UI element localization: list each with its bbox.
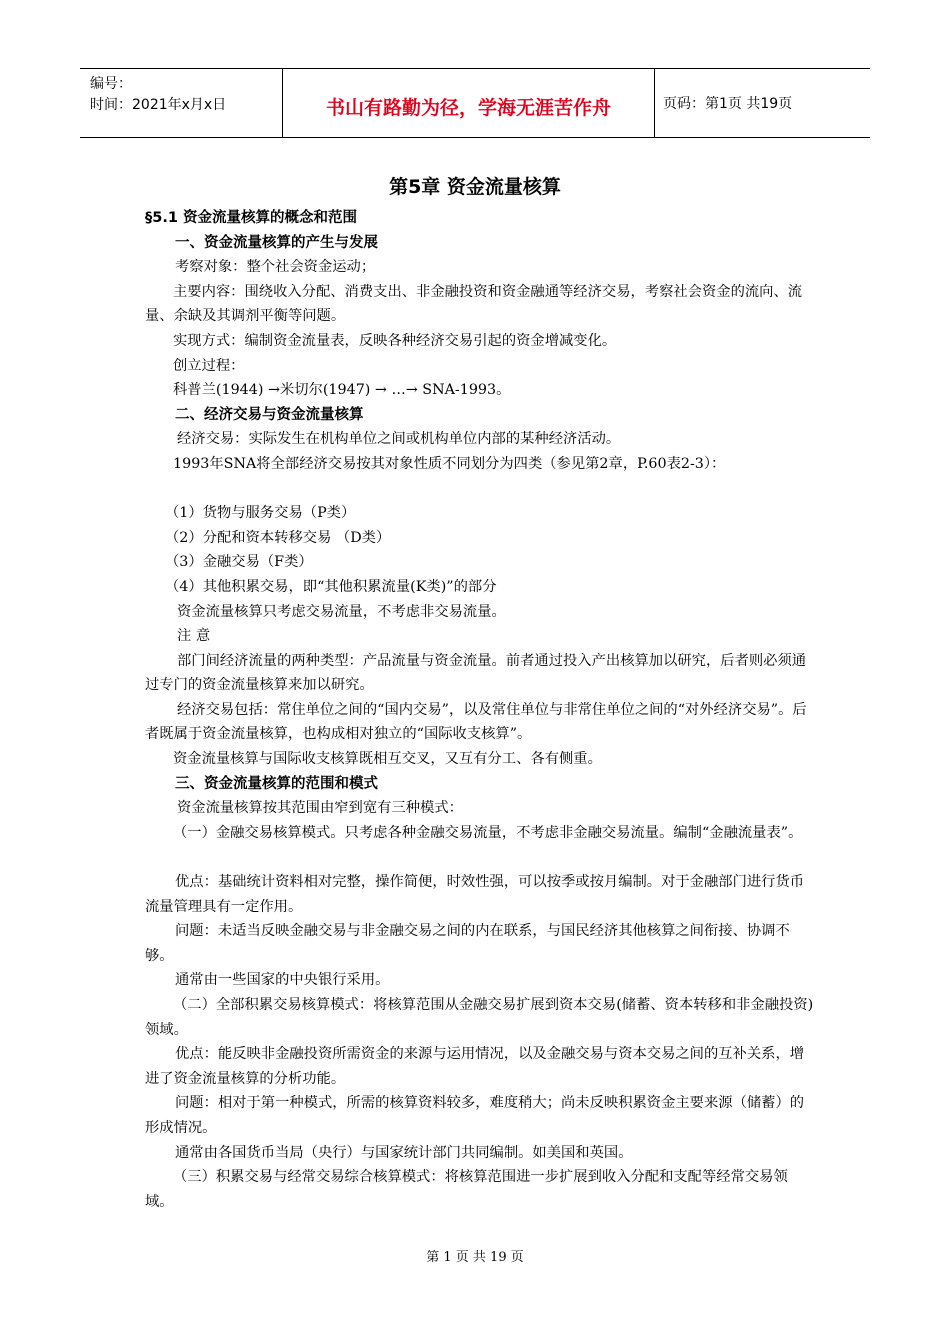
paragraph: 部门间经济流量的两种类型：产品流量与资金流量。前者通过投入产出核算加以研究，后者则必须通过专门的资金流量核算来加以研究。 — [145, 652, 807, 694]
header-page-cell — [655, 69, 870, 137]
paragraph: 注 意 — [177, 628, 211, 645]
paragraph: （二）全部积累交易核算模式：将核算范围从金融交易扩展到资本交易(储蓄、资本转移和非金融投资)领域。 — [145, 997, 814, 1038]
paragraph: 问题：相对于第一种模式，所需的核算资料较多，难度稍大；尚未反映积累资金主要来源（储蓄）的形成情况。 — [145, 1095, 805, 1136]
paragraph: 通常由一些国家的中央银行采用。 — [175, 972, 390, 989]
paragraph: 科普兰(1944) →米切尔(1947) → …→ SNA-1993。 — [173, 382, 511, 399]
paragraph: （一）金融交易核算模式。只考虑各种金融交易流量，不考虑非金融交易流量。编制“金融流量表”。 — [173, 824, 803, 841]
paragraph: （三）积累交易与经常交易综合核算模式：将核算范围进一步扩展到收入分配和支配等经常交易领域。 — [145, 1169, 788, 1210]
paragraph: 优点：能反映非金融投资所需资金的来源与运用情况，以及金融交易与资本交易之间的互补关系，增进了资金流量核算的分析功能。 — [145, 1046, 805, 1087]
page-footer: 第 1 页 共 19 页 — [426, 1250, 524, 1265]
paragraph: （4）其他积累交易，即“其他积累流量(K类)”的部分 — [165, 578, 497, 595]
document-body — [145, 206, 815, 1214]
paragraph: 实现方式：编制资金流量表，反映各种经济交易引起的资金增减变化。 — [173, 332, 617, 349]
section-heading: §5.1 资金流量核算的概念和范围 — [145, 210, 357, 226]
paragraph: （3）金融交易（F类） — [165, 554, 313, 571]
paragraph: 资金流量核算与国际收支核算既相互交叉，又互有分工、各有侧重。 — [173, 751, 602, 768]
paragraph: 主要内容：围绕收入分配、消费支出、非金融投资和资金融通等经济交易，考察社会资金的流向、流量、余缺及其调剂平衡等问题。 — [145, 283, 803, 325]
document-code-label: 编号： — [90, 76, 132, 92]
paragraph: 创立过程： — [173, 357, 245, 374]
paragraph: 资金流量核算只考虑交易流量，不考虑非交易流量。 — [177, 603, 506, 620]
document-header — [80, 68, 870, 138]
section-heading: 一、资金流量核算的产生与发展 — [175, 234, 378, 251]
header-page-info: 页码：第1页 共19页 — [663, 96, 793, 112]
paragraph: 经济交易包括：常住单位之间的“国内交易”，以及常住单位与非常住单位之间的“对外经济交易”。后者既属于资金流量核算，也构成相对独立的“国际收支核算”。 — [145, 701, 807, 743]
paragraph: （1）货物与服务交易（P类） — [165, 505, 356, 522]
document-date: 时间：2021年x月x日 — [90, 97, 227, 113]
header-motto: 书山有路勤为径，学海无涯苦作舟 — [325, 97, 611, 119]
paragraph: 经济交易：实际发生在机构单位之间或机构单位内部的某种经济活动。 — [177, 431, 621, 448]
header-meta-cell — [80, 69, 283, 137]
paragraph: 1993年SNA将全部经济交易按其对象性质不同划分为四类（参见第2章，P.60表2-3）： — [173, 455, 726, 472]
paragraph: 优点：基础统计资料相对完整，操作简便，时效性强，可以按季或按月编制。对于金融部门进行货币流量管理具有一定作用。 — [145, 874, 805, 915]
paragraph: 通常由各国货币当局（央行）与国家统计部门共同编制。如美国和英国。 — [175, 1144, 633, 1161]
paragraph: 问题：未适当反映金融交易与非金融交易之间的内在联系，与国民经济其他核算之间衔接、协调不够。 — [145, 923, 790, 964]
section-heading: 三、资金流量核算的范围和模式 — [175, 775, 378, 792]
chapter-title: 第5章 资金流量核算 — [389, 176, 561, 198]
paragraph: 资金流量核算按其范围由窄到宽有三种模式： — [177, 800, 463, 817]
header-motto-cell — [283, 69, 655, 137]
paragraph: （2）分配和资本转移交易 （D类） — [165, 529, 391, 546]
section-heading: 二、经济交易与资金流量核算 — [175, 406, 364, 423]
paragraph: 考察对象：整个社会资金运动； — [175, 259, 376, 276]
